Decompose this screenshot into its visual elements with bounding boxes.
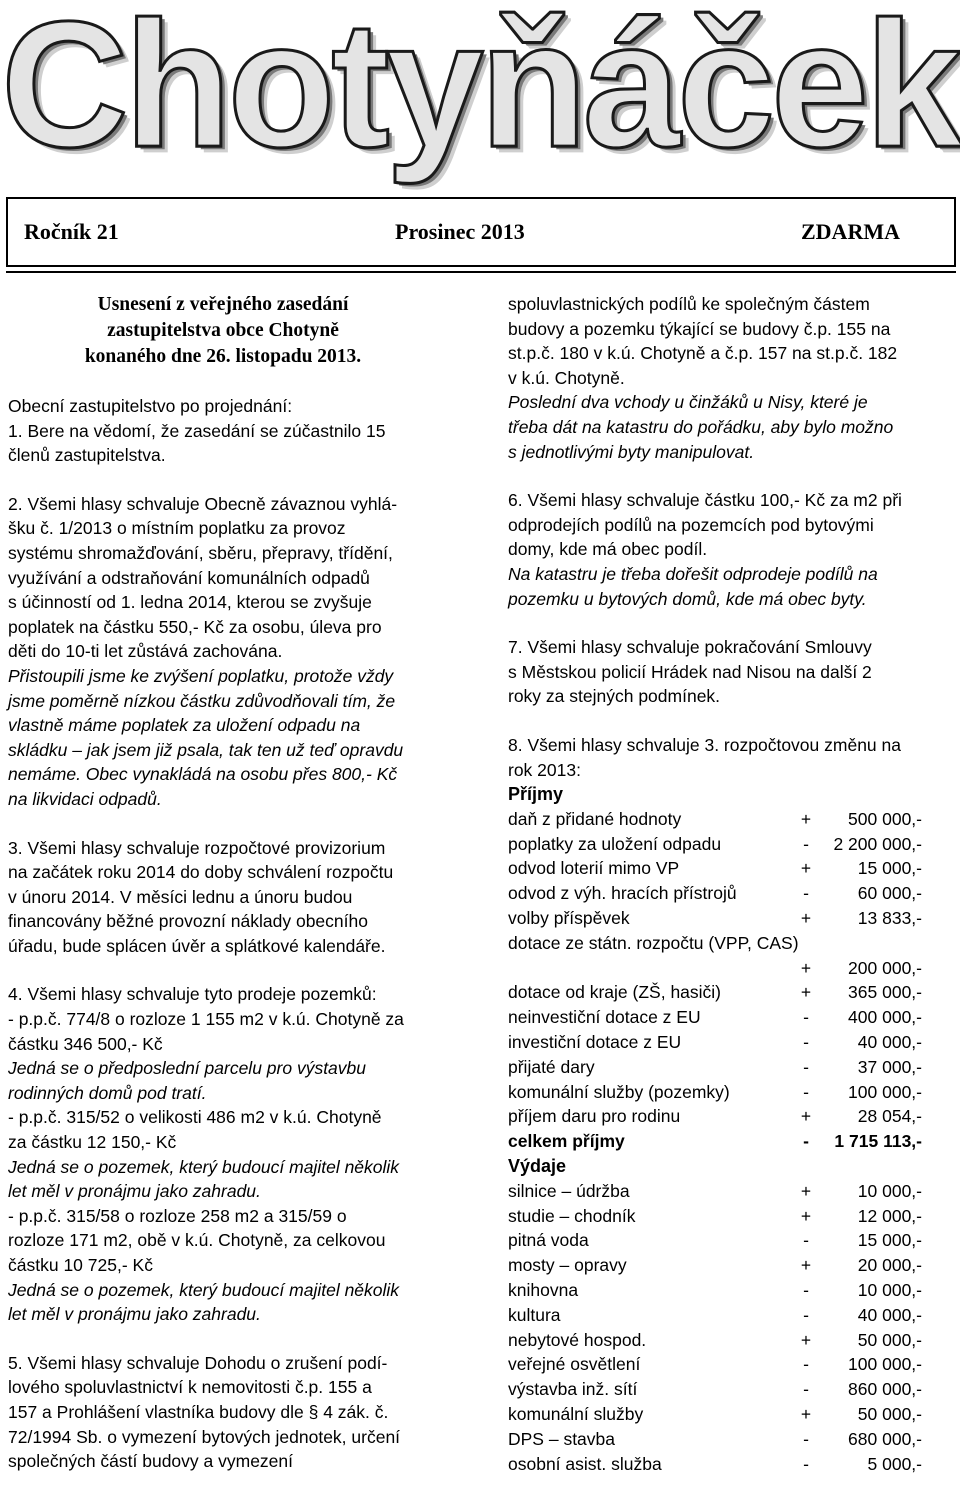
budget-item-name: odvod z výh. hracích přístrojů xyxy=(508,883,737,904)
text-line: v k.ú. Chotyně. xyxy=(508,367,625,388)
note-line: Na katastru je třeba dořešit odprodeje podílů na xyxy=(508,563,878,584)
income-total-amount: 1 715 113,- xyxy=(834,1131,922,1152)
budget-item-name: výstavba inž. sítí xyxy=(508,1379,638,1400)
text-line: financovány běžné provozní náklady obecního xyxy=(8,911,368,932)
text-line: systému shromažďování, sběru, přepravy, třídění, xyxy=(8,542,393,563)
budget-item-sign: + xyxy=(800,1106,812,1127)
text-line: st.p.č. 180 v k.ú. Chotyně a č.p. 157 na st.p.č. 182 xyxy=(508,343,898,364)
budget-item-sign: - xyxy=(803,883,809,904)
text-line: odprodejích podílů na pozemcích pod bytovými xyxy=(508,514,874,535)
budget-item-name: příjem daru pro rodinu xyxy=(508,1106,681,1127)
item-2 xyxy=(8,492,478,664)
budget-item-amount: 15 000,- xyxy=(857,858,922,879)
text-line: 72/1994 Sb. o vymezení bytových jednotek, určení xyxy=(8,1426,401,1447)
text-line: úřadu, bude splácen úvěr a splátkové kalendáře. xyxy=(8,935,386,956)
budget-item-name xyxy=(508,956,786,981)
text-line: roky za stejných podmínek. xyxy=(508,686,721,707)
text-line: 6. Všemi hlasy schvaluje částku 100,- Kč za m2 při xyxy=(508,490,902,511)
item-5 xyxy=(8,1351,478,1474)
state-subsidy-row xyxy=(508,956,922,981)
article-headline xyxy=(8,292,478,370)
issue-info-box xyxy=(6,197,956,267)
text-line: lového spoluvlastnictví k nemovitosti č.p. 155 a xyxy=(8,1377,372,1398)
header-rule xyxy=(6,271,956,273)
item-3 xyxy=(8,836,478,959)
spacer xyxy=(508,464,960,488)
text-line: částku 10 725,- Kč xyxy=(8,1255,153,1275)
budget-item-name: pitná voda xyxy=(508,1230,589,1251)
budget-row xyxy=(508,1055,922,1080)
text-line: rok 2013: xyxy=(508,759,581,780)
budget-item-amount: 100 000,- xyxy=(848,1354,922,1375)
spacer xyxy=(8,370,478,394)
note-line: skládku – jak jsem již psala, tak ten už teď opravdu xyxy=(8,739,404,760)
budget-row xyxy=(508,1328,922,1353)
note-line: na likvidaci odpadů. xyxy=(8,788,162,809)
budget-item-name: komunální služby xyxy=(508,1404,644,1425)
note-line: Poslední dva vchody u činžáků u Nisy, které je xyxy=(508,392,868,413)
text-line: 2. Všemi hlasy schvaluje Obecně závaznou vyhlá- xyxy=(8,493,398,514)
budget-item-name: knihovna xyxy=(508,1280,579,1301)
text-line: společných částí budovy a vymezení xyxy=(8,1451,294,1472)
item-8 xyxy=(508,733,960,782)
budget-item-name: dotace od kraje (ZŠ, hasiči) xyxy=(508,982,722,1003)
budget-row xyxy=(508,1352,922,1377)
budget-row xyxy=(508,1179,922,1204)
budget-item-name: investiční dotace z EU xyxy=(508,1032,682,1053)
expense-table xyxy=(508,1179,922,1477)
budget-item-amount: 50 000,- xyxy=(857,1404,922,1425)
budget-item-name: daň z přidané hodnoty xyxy=(508,808,682,829)
budget-item-amount: 400 000,- xyxy=(848,1007,922,1028)
state-subsidy-label: dotace ze státn. rozpočtu (VPP, CAS) xyxy=(508,932,799,953)
budget-item-amount: 13 833,- xyxy=(857,908,922,929)
budget-item-name: studie – chodník xyxy=(508,1205,636,1226)
income-heading: Příjmy xyxy=(508,784,564,805)
budget-row xyxy=(508,906,922,931)
text-line: na začátek roku 2014 do doby schválení rozpočtu xyxy=(8,862,394,883)
headline-line: Usnesení z veřejného zasedání xyxy=(97,294,349,315)
spacer xyxy=(508,709,960,733)
budget-item-sign: - xyxy=(803,1428,809,1449)
budget-item-amount: 40 000,- xyxy=(857,1304,922,1325)
budget-item-amount: 37 000,- xyxy=(857,1056,922,1077)
text-line: spoluvlastnických podílů ke společným částem xyxy=(508,294,870,314)
issue-volume: Ročník 21 xyxy=(24,219,119,244)
note-line: nemáme. Obec vynakládá na osobu přes 800,- Kč xyxy=(8,764,398,785)
budget-item-amount: 10 000,- xyxy=(857,1180,922,1201)
budget-row xyxy=(508,856,922,881)
budget-item-name: volby příspěvek xyxy=(508,908,630,929)
text-line: 7. Všemi hlasy schvaluje pokračování Smlouvy xyxy=(508,637,872,658)
masthead-logo: Chotyňáček xyxy=(1,0,959,185)
budget-item-amount: 365 000,- xyxy=(848,982,922,1003)
budget-item-amount: 40 000,- xyxy=(857,1032,922,1053)
spacer xyxy=(8,958,478,982)
budget-item-name: silnice – údržba xyxy=(508,1180,630,1201)
issue-price: ZDARMA xyxy=(801,219,900,244)
note-line: třeba dát na katastru do pořádku, aby bylo možno xyxy=(508,416,894,437)
note-line: Jedná se o pozemek, který budoucí majitel několik xyxy=(8,1156,400,1177)
budget-item-amount: 50 000,- xyxy=(857,1329,922,1350)
budget-item-amount: 500 000,- xyxy=(848,808,922,829)
budget-item-sign: + xyxy=(800,908,812,929)
intro-block xyxy=(8,394,478,468)
item-2-note xyxy=(8,664,478,812)
budget-item-amount: 15 000,- xyxy=(857,1230,922,1251)
budget-item-amount: 100 000,- xyxy=(848,1081,922,1102)
budget-item-name: DPS – stavba xyxy=(508,1428,615,1449)
budget-row xyxy=(508,1005,922,1030)
budget-item-amount: 20 000,- xyxy=(857,1255,922,1276)
budget-item-amount: 680 000,- xyxy=(848,1428,922,1449)
budget-item-amount: 5 000,- xyxy=(867,1453,922,1474)
budget-row xyxy=(508,1427,922,1452)
note-line: let měl v pronájmu jako zahradu. xyxy=(8,1304,261,1325)
text-line: 5. Všemi hlasy schvaluje Dohodu o zrušení podí- xyxy=(8,1352,388,1373)
note-line: Jedná se o pozemek, který budoucí majitel několik xyxy=(8,1279,400,1300)
budget-item-sign: + xyxy=(800,1404,812,1425)
budget-row xyxy=(508,1253,922,1278)
budget-row xyxy=(508,1030,922,1055)
note-line: pozemku u bytových domů, kde má obec byty. xyxy=(508,588,867,609)
budget-item-sign: + xyxy=(800,957,812,978)
budget-row xyxy=(508,980,922,1005)
budget-row xyxy=(508,1452,922,1477)
item-5-note xyxy=(508,390,960,464)
budget-item-name: poplatky za uložení odpadu xyxy=(508,833,722,854)
budget-item-sign: - xyxy=(803,1230,809,1251)
note-line: Přistoupili jsme ke zvýšení poplatku, protože vždy xyxy=(8,665,394,686)
text-line: děti do 10-ti let zůstává zachována. xyxy=(8,641,283,662)
text-line: domy, kde má obec podíl. xyxy=(508,539,708,560)
expense-heading: Výdaje xyxy=(508,1156,567,1177)
budget-row xyxy=(508,1303,922,1328)
item-6 xyxy=(508,488,960,562)
budget-item-sign: - xyxy=(803,1280,809,1301)
text-line: v únoru 2014. V měsíci lednu a únoru budou xyxy=(8,886,353,907)
budget-item-name: odvod loterií mimo VP xyxy=(508,858,680,879)
text-line: šku č. 1/2013 o místním poplatku za provoz xyxy=(8,518,346,539)
income-total-label: celkem příjmy xyxy=(508,1131,625,1152)
budget-row xyxy=(508,1104,922,1129)
item-6-note xyxy=(508,562,960,611)
left-column xyxy=(8,292,478,1474)
text-line: Obecní zastupitelstvo po projednání: xyxy=(8,396,293,416)
budget-item-amount: 200 000,- xyxy=(848,957,922,978)
budget-item-sign: + xyxy=(800,1205,812,1226)
budget-item-amount: 12 000,- xyxy=(857,1205,922,1226)
spacer xyxy=(8,1327,478,1351)
budget-item-sign: - xyxy=(803,1081,809,1102)
item-5-continued xyxy=(508,292,960,390)
headline-line: zastupitelstva obce Chotyně xyxy=(107,320,339,341)
budget-item-name: veřejné osvětlení xyxy=(508,1354,641,1375)
budget-item-sign: - xyxy=(803,1056,809,1077)
text-line: 4. Všemi hlasy schvaluje tyto prodeje pozemků: xyxy=(8,984,377,1005)
budget-item-sign: + xyxy=(800,1180,812,1201)
budget-row xyxy=(508,1278,922,1303)
budget-item-name: kultura xyxy=(508,1304,561,1325)
note-line: jsme poměrně nízkou částku zdůvodňovali tím, že xyxy=(8,690,396,711)
budget-item-name: osobní asist. služba xyxy=(508,1453,662,1474)
budget-item-sign: + xyxy=(800,982,812,1003)
budget-item-name: komunální služby (pozemky) xyxy=(508,1081,730,1102)
spacer xyxy=(508,611,960,635)
budget-item-amount: 60 000,- xyxy=(857,883,922,904)
note-line: vlastně máme poplatek za uložení odpadu na xyxy=(8,715,361,736)
budget-item-sign: - xyxy=(803,1453,809,1474)
text-line: rozloze 171 m2, obě v k.ú. Chotyně, za celkovou xyxy=(8,1230,386,1251)
text-line: - p.p.č. 315/58 o rozloze 258 m2 a 315/59 o xyxy=(8,1205,347,1226)
text-line: 8. Všemi hlasy schvaluje 3. rozpočtovou změnu na xyxy=(508,734,901,755)
note-line: s jednotlivými byty manipulovat. xyxy=(508,441,755,462)
note-line: let měl v pronájmu jako zahradu. xyxy=(8,1181,261,1202)
budget-item-amount: 2 200 000,- xyxy=(833,833,922,854)
spacer xyxy=(8,468,478,492)
budget-item-sign: + xyxy=(800,858,812,879)
text-line: 1. Bere na vědomí, že zasedání se zúčastnilo 15 xyxy=(8,420,386,441)
budget-item-sign: - xyxy=(803,1304,809,1325)
headline-line: konaného dne 26. listopadu 2013. xyxy=(84,346,362,367)
budget-item-name: mosty – opravy xyxy=(508,1255,627,1276)
text-line: 157 a Prohlášení vlastníka budovy dle § 4 zák. č. xyxy=(8,1401,389,1422)
budget-row xyxy=(508,1228,922,1253)
budget-row xyxy=(508,1080,922,1105)
text-line: poplatek na částku 550,- Kč za osobu, úleva pro xyxy=(8,616,382,637)
budget-item-sign: - xyxy=(803,1032,809,1053)
item-7 xyxy=(508,635,960,709)
text-line: s Městskou policií Hrádek nad Nisou na další 2 xyxy=(508,661,872,682)
text-line: - p.p.č. 774/8 o rozloze 1 155 m2 v k.ú. Chotyně za xyxy=(8,1009,404,1030)
budget-item-sign: + xyxy=(800,808,812,829)
budget-item-name: neinvestiční dotace z EU xyxy=(508,1007,701,1028)
budget-item-sign: - xyxy=(803,1354,809,1375)
note-line: rodinných domů pod tratí. xyxy=(8,1082,207,1103)
item-4 xyxy=(8,982,478,1326)
budget-row xyxy=(508,881,922,906)
masthead xyxy=(0,0,960,185)
note-line: Jedná se o předposlední parcelu pro výstavbu xyxy=(8,1058,367,1079)
income-table-more xyxy=(508,980,922,1154)
budget-item-sign: + xyxy=(800,1329,812,1350)
text-line: členů zastupitelstva. xyxy=(8,445,166,466)
budget-item-amount: 860 000,- xyxy=(848,1379,922,1400)
budget-row xyxy=(508,1204,922,1229)
budget-item-sign: - xyxy=(803,833,809,854)
income-total-sign: - xyxy=(803,1131,809,1152)
budget-row xyxy=(508,807,922,832)
issue-date: Prosinec 2013 xyxy=(395,219,525,244)
text-line: za částku 12 150,- Kč xyxy=(8,1132,177,1153)
budget-row xyxy=(508,1402,922,1427)
income-total-row xyxy=(508,1129,922,1154)
budget-row xyxy=(508,1377,922,1402)
right-column xyxy=(508,292,960,1476)
budget-item-amount: 10 000,- xyxy=(857,1280,922,1301)
budget-item-amount: 28 054,- xyxy=(857,1106,922,1127)
budget-item-sign: + xyxy=(800,1255,812,1276)
spacer xyxy=(8,812,478,836)
text-line: budovy a pozemku týkající se budovy č.p. 155 na xyxy=(508,318,891,339)
text-line: 3. Všemi hlasy schvaluje rozpočtové provizorium xyxy=(8,837,386,858)
budget-item-sign: - xyxy=(803,1379,809,1400)
text-line: částku 346 500,- Kč xyxy=(8,1033,163,1054)
budget-item-name: přijaté dary xyxy=(508,1056,595,1077)
text-line: využívání a odstraňování komunálních odpadů xyxy=(8,567,370,588)
budget-row xyxy=(508,832,922,857)
budget-row xyxy=(508,956,922,981)
text-line: s účinností od 1. ledna 2014, kterou se zvyšuje xyxy=(8,592,372,613)
budget-item-sign: - xyxy=(803,1007,809,1028)
text-line: - p.p.č. 315/52 o velikosti 486 m2 v k.ú. Chotyně xyxy=(8,1107,382,1128)
budget-item-name: nebytové hospod. xyxy=(508,1329,647,1350)
income-table xyxy=(508,807,922,931)
